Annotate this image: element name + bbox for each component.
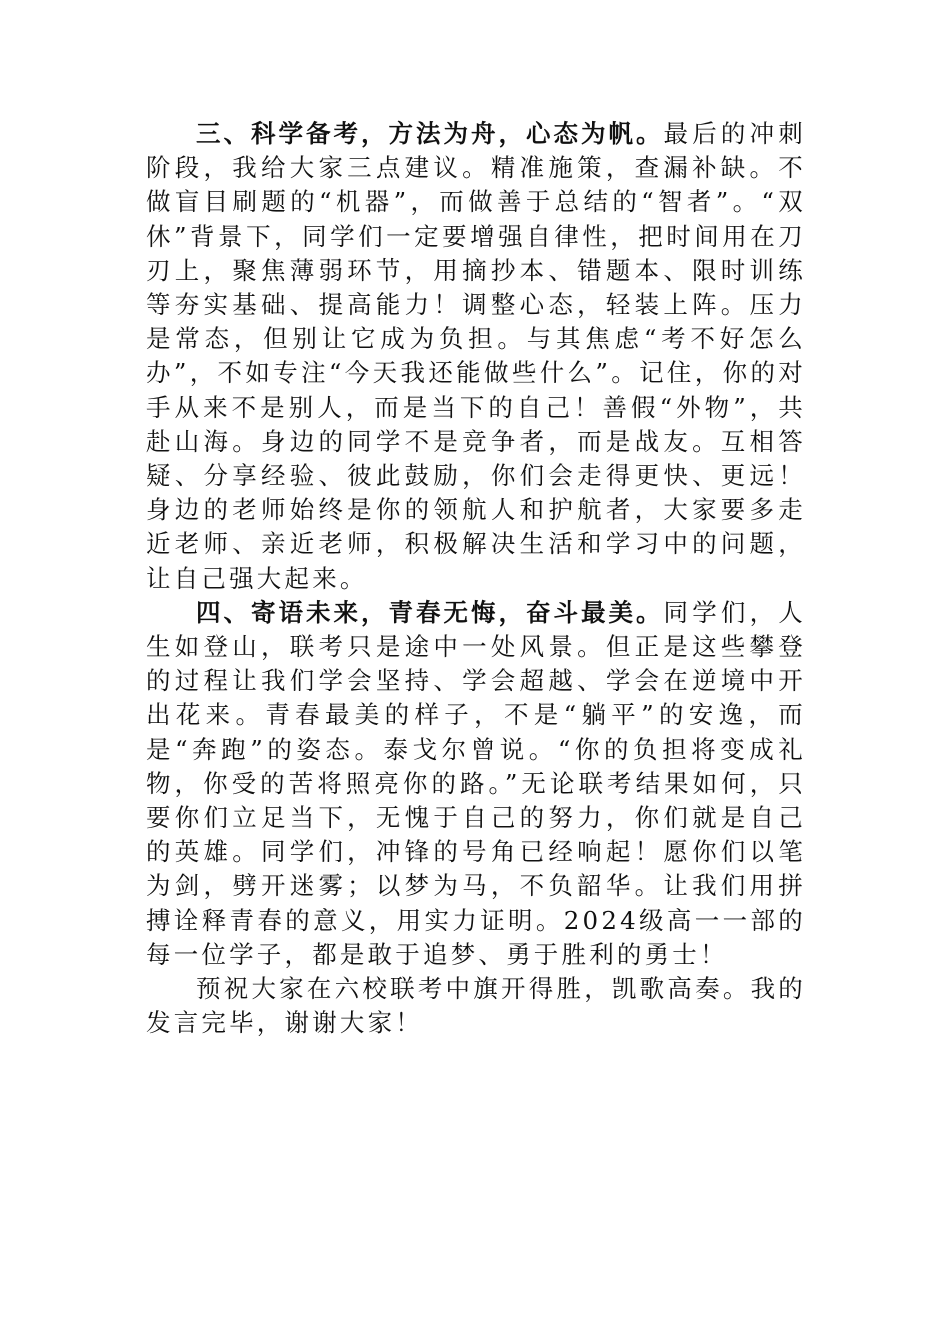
paragraph-section-four <box>146 596 806 972</box>
section-four-text: 同学们，人生如登山，联考只是途中一处风景。但正是这些攀登的过程让我们学会坚持、学会超越、学会在逆境中开出花来。青春最美的样子，不是“躺平”的安逸，而是“奔跑”的姿态。泰戈尔曾说。“你的负担将变成礼物，你受的苦将照亮你的路。”无论联考结果如何，只要你们立足当下，无愧于自己的努力，你们就是自己的英雄。同学们，冲锋的号角已经响起！愿你们以笔为剑，劈开迷雾；以梦为马，不负韶华。让我们用拼搏诠释青春的意义，用实力证明。2024级高一一部的每一位学子，都是敢于追梦、勇于胜利的勇士！ <box>146 597 806 969</box>
section-three-text: 最后的冲刺阶段，我给大家三点建议。精准施策，查漏补缺。不做盲目刷题的“机器”，而做善于总结的“智者”。“双休”背景下，同学们一定要增强自律性，把时间用在刀刃上，聚焦薄弱环节，用摘抄本、错题本、限时训练等夯实基础、提高能力！调整心态，轻装上阵。压力是常态，但别让它成为负担。与其焦虑“考不好怎么办”，不如专注“今天我还能做些什么”。记住，你的对手从来不是别人，而是当下的自己！善假“外物”，共赴山海。身边的同学不是竞争者，而是战友。互相答疑、分享经验、彼此鼓励，你们会走得更快、更远！身边的老师始终是你的领航人和护航者，大家要多走近老师、亲近老师，积极解决生活和学习中的问题，让自己强大起来。 <box>146 119 806 593</box>
paragraph-closing <box>146 972 806 1040</box>
document-body <box>146 117 806 1040</box>
section-four-heading: 四、寄语未来，青春无悔，奋斗最美。 <box>196 597 664 627</box>
closing-text: 预祝大家在六校联考中旗开得胜，凯歌高奏。我的发言完毕，谢谢大家！ <box>146 974 806 1038</box>
paragraph-section-three <box>146 117 806 596</box>
section-three-heading: 三、科学备考，方法为舟，心态为帆。 <box>196 119 664 148</box>
